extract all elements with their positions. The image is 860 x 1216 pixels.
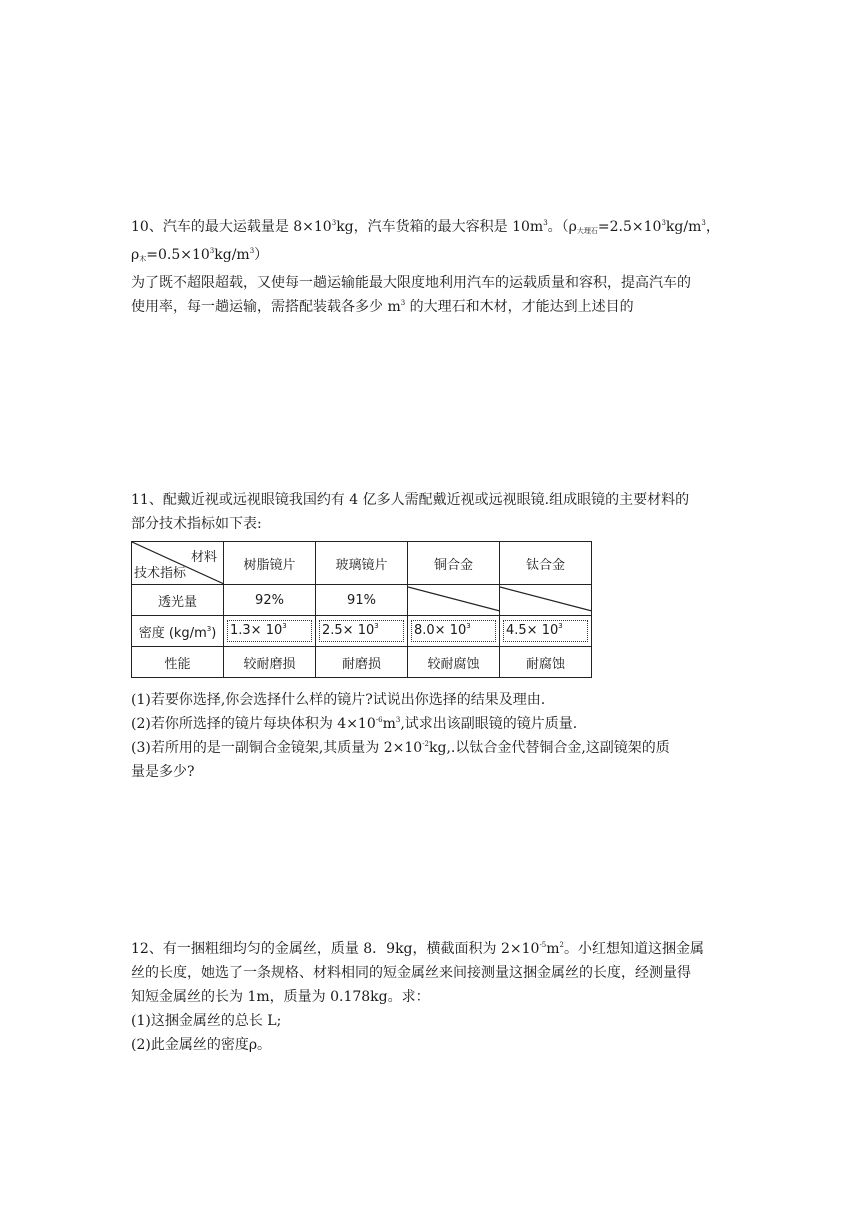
question-12: [131, 937, 731, 1057]
header-titanium-alloy: 钛合金: [500, 542, 592, 585]
header-copper-alloy: 铜合金: [408, 542, 500, 585]
q11-part-1: (1)若要你选择,你会选择什么样的镜片?试说出你选择的结果及理由.: [131, 692, 546, 708]
corner-label-spec: 技术指标: [134, 566, 187, 581]
q11-line-2: 部分技术指标如下表:: [131, 516, 262, 532]
table-row-performance: [132, 647, 592, 678]
performance-glass: 耐磨损: [316, 647, 408, 678]
header-resin-lens: 树脂镜片: [224, 542, 316, 585]
question-11: [131, 488, 731, 536]
q12-line-3: 知短金属丝的长为 1m，质量为 0.178kg。求：: [131, 989, 430, 1005]
q11-part-2: (2)若你所选择的镜片每块体积为 $4\times 10^{-6}m^3$,试求出该副眼镜的镜片质量.: [131, 716, 578, 732]
performance-resin: 较耐磨损: [224, 647, 316, 678]
question-11-parts: [131, 688, 731, 784]
q12-line-4: (1)这捆金属丝的总长 L;: [131, 1013, 282, 1029]
row-label-light: 透光量: [132, 585, 224, 616]
empty-cell-slash: [500, 585, 592, 615]
header-glass-lens: 玻璃镜片: [316, 542, 408, 585]
density-glass: $2.5\times 10^3$: [316, 616, 408, 647]
corner-label-material: 材料: [190, 550, 217, 565]
light-titanium-empty: [500, 585, 592, 616]
q11-line-1: 11、配戴近视或远视眼镜我国约有 4 亿多人需配戴近视或远视眼镜.组成眼镜的主要材料的: [131, 492, 690, 508]
performance-titanium: 耐腐蚀: [500, 647, 592, 678]
performance-copper: 较耐腐蚀: [408, 647, 500, 678]
light-copper-empty: [408, 585, 500, 616]
q12-line-5: (2)此金属丝的密度ρ。: [131, 1037, 272, 1053]
material-spec-table: [131, 541, 592, 678]
density-resin: $1.3\times 10^3$: [224, 616, 316, 647]
density-titanium: $4.5\times 10^3$: [500, 616, 592, 647]
q10-line-2: $\rho_木=0.5\times 10^3kg/m^3$）: [131, 247, 269, 263]
q10-line-1: 10、汽车的最大运载量是 $8\times 10^3kg$，汽车货箱的最大容积是 $10m^3$。（$\rho_{大理石}=2.5\times 10^3kg/m^3$，: [131, 219, 720, 235]
q11-part-3: (3)若所用的是一副铜合金镜架,其质量为 $2\times 10^{-2}kg$,.以钛合金代替铜合金,这副镜架的质: [131, 740, 670, 756]
light-glass: 91%: [316, 585, 408, 616]
table-row-density: [132, 616, 592, 647]
table-corner-cell: [132, 542, 224, 585]
row-label-density: 密度 $(kg/m^3)$: [132, 616, 224, 647]
empty-cell-slash: [408, 585, 500, 615]
row-label-performance: 性能: [132, 647, 224, 678]
question-10: [131, 215, 731, 319]
q10-line-3: 为了既不超限超载，又使每一趟运输能最大限度地利用汽车的运载质量和容积，提高汽车的: [131, 275, 691, 291]
table-row-light: [132, 585, 592, 616]
light-resin: 92%: [224, 585, 316, 616]
q12-line-2: 丝的长度，她选了一条规格、材料相同的短金属丝来间接测量这捆金属丝的长度，经测量得: [131, 965, 691, 981]
q10-line-4: 使用率，每一趟运输，需搭配装载各多少 $m^3$ 的大理石和木材，才能达到上述目的: [131, 299, 634, 315]
q11-part-3-cont: 量是多少?: [131, 764, 195, 780]
density-copper: $8.0\times 10^3$: [408, 616, 500, 647]
q12-line-1: 12、有一捆粗细均匀的金属丝，质量 8．9kg，横截面积为 $2\times 10^{-5}m^2$。小红想知道这捆金属: [131, 941, 705, 957]
table-header-row: [132, 542, 592, 585]
